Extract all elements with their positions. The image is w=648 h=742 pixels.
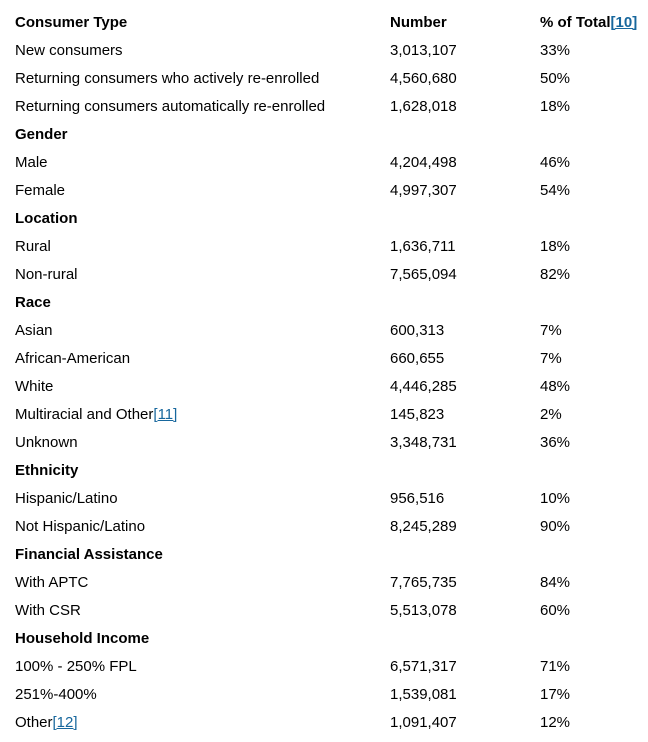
table-row	[15, 680, 648, 708]
row-percent	[540, 204, 648, 232]
row-percent: 12%	[540, 713, 571, 731]
row-number: 6,571,317	[390, 657, 457, 675]
table-row	[15, 484, 648, 512]
section-row	[15, 288, 648, 316]
section-label: Ethnicity	[15, 461, 79, 479]
section-row	[15, 204, 648, 232]
table-row	[15, 372, 648, 400]
footnote-link-10[interactable]: [10]	[610, 13, 638, 31]
row-percent: 10%	[540, 489, 571, 507]
row-percent: 84%	[540, 573, 571, 591]
table-row	[15, 64, 648, 92]
row-label: Female	[15, 181, 66, 199]
row-label: Multiracial and Other[11]	[15, 405, 178, 423]
section-row	[15, 624, 648, 652]
row-percent	[540, 456, 648, 484]
column-header-consumer-type: Consumer Type	[15, 13, 128, 31]
row-percent: 50%	[540, 69, 571, 87]
row-percent: 90%	[540, 517, 571, 535]
table-body	[15, 36, 648, 736]
row-number: 4,446,285	[390, 377, 457, 395]
row-percent: 18%	[540, 97, 571, 115]
row-percent: 18%	[540, 237, 571, 255]
table-row	[15, 232, 648, 260]
table-row	[15, 176, 648, 204]
row-number: 1,628,018	[390, 97, 457, 115]
row-percent: 48%	[540, 377, 571, 395]
row-number	[390, 288, 540, 316]
table-row	[15, 596, 648, 624]
row-label: Unknown	[15, 433, 78, 451]
row-label: With APTC	[15, 573, 89, 591]
row-percent: 2%	[540, 405, 562, 423]
table-row	[15, 316, 648, 344]
row-label: Not Hispanic/Latino	[15, 517, 146, 535]
table-row	[15, 652, 648, 680]
row-number	[390, 120, 540, 148]
row-label: New consumers	[15, 41, 123, 59]
row-number: 4,560,680	[390, 69, 457, 87]
table-row	[15, 568, 648, 596]
table-row	[15, 36, 648, 64]
header-row	[15, 8, 648, 36]
row-number: 7,565,094	[390, 265, 457, 283]
row-number: 4,997,307	[390, 181, 457, 199]
row-number	[390, 540, 540, 568]
row-number: 1,539,081	[390, 685, 457, 703]
enrollment-demographics-table	[15, 8, 648, 736]
section-label: Gender	[15, 125, 68, 143]
row-number	[390, 456, 540, 484]
table-row	[15, 512, 648, 540]
row-number: 145,823	[390, 405, 445, 423]
row-number: 3,348,731	[390, 433, 457, 451]
row-label: Returning consumers automatically re-enrolled	[15, 97, 326, 115]
table-row	[15, 92, 648, 120]
row-label: Other[12]	[15, 713, 78, 731]
column-header-percent-of-total	[540, 8, 648, 36]
row-label: 251%-400%	[15, 685, 97, 703]
row-number: 7,765,735	[390, 573, 457, 591]
row-percent: 33%	[540, 41, 571, 59]
row-label: Rural	[15, 237, 51, 255]
row-number: 8,245,289	[390, 517, 457, 535]
row-percent	[540, 288, 648, 316]
row-percent: 46%	[540, 153, 571, 171]
row-label: African-American	[15, 349, 131, 367]
section-label: Location	[15, 209, 78, 227]
percent-of-total-label: % of Total	[540, 13, 611, 31]
row-percent: 17%	[540, 685, 571, 703]
table-row	[15, 148, 648, 176]
table-row	[15, 400, 648, 428]
section-label: Race	[15, 293, 51, 311]
row-label: Hispanic/Latino	[15, 489, 118, 507]
table-row	[15, 344, 648, 372]
row-label: 100% - 250% FPL	[15, 657, 137, 675]
table-row	[15, 428, 648, 456]
table-row	[15, 260, 648, 288]
section-label: Financial Assistance	[15, 545, 163, 563]
row-number: 600,313	[390, 321, 445, 339]
row-percent	[540, 624, 648, 652]
row-number: 660,655	[390, 349, 445, 367]
row-number: 4,204,498	[390, 153, 457, 171]
row-percent	[540, 540, 648, 568]
row-label: Asian	[15, 321, 53, 339]
section-row	[15, 540, 648, 568]
row-number: 3,013,107	[390, 41, 457, 59]
row-number: 956,516	[390, 489, 445, 507]
row-percent: 7%	[540, 349, 562, 367]
row-label: Returning consumers who actively re-enrolled	[15, 69, 320, 87]
row-percent: 54%	[540, 181, 571, 199]
row-percent: 71%	[540, 657, 571, 675]
section-label: Household Income	[15, 629, 150, 647]
row-label: With CSR	[15, 601, 81, 619]
row-number	[390, 624, 540, 652]
row-number: 1,636,711	[390, 237, 456, 255]
row-label: White	[15, 377, 54, 395]
row-percent: 82%	[540, 265, 571, 283]
row-percent: 60%	[540, 601, 571, 619]
row-percent	[540, 120, 648, 148]
table-row	[15, 708, 648, 736]
row-label: Male	[15, 153, 48, 171]
row-number: 5,513,078	[390, 601, 457, 619]
row-label: Non-rural	[15, 265, 78, 283]
footnote-link[interactable]: [11]	[153, 405, 178, 423]
row-number: 1,091,407	[390, 713, 457, 731]
section-row	[15, 120, 648, 148]
row-number	[390, 204, 540, 232]
footnote-link[interactable]: [12]	[52, 713, 78, 731]
row-percent: 36%	[540, 433, 571, 451]
column-header-number: Number	[390, 13, 447, 31]
section-row	[15, 456, 648, 484]
row-percent: 7%	[540, 321, 562, 339]
